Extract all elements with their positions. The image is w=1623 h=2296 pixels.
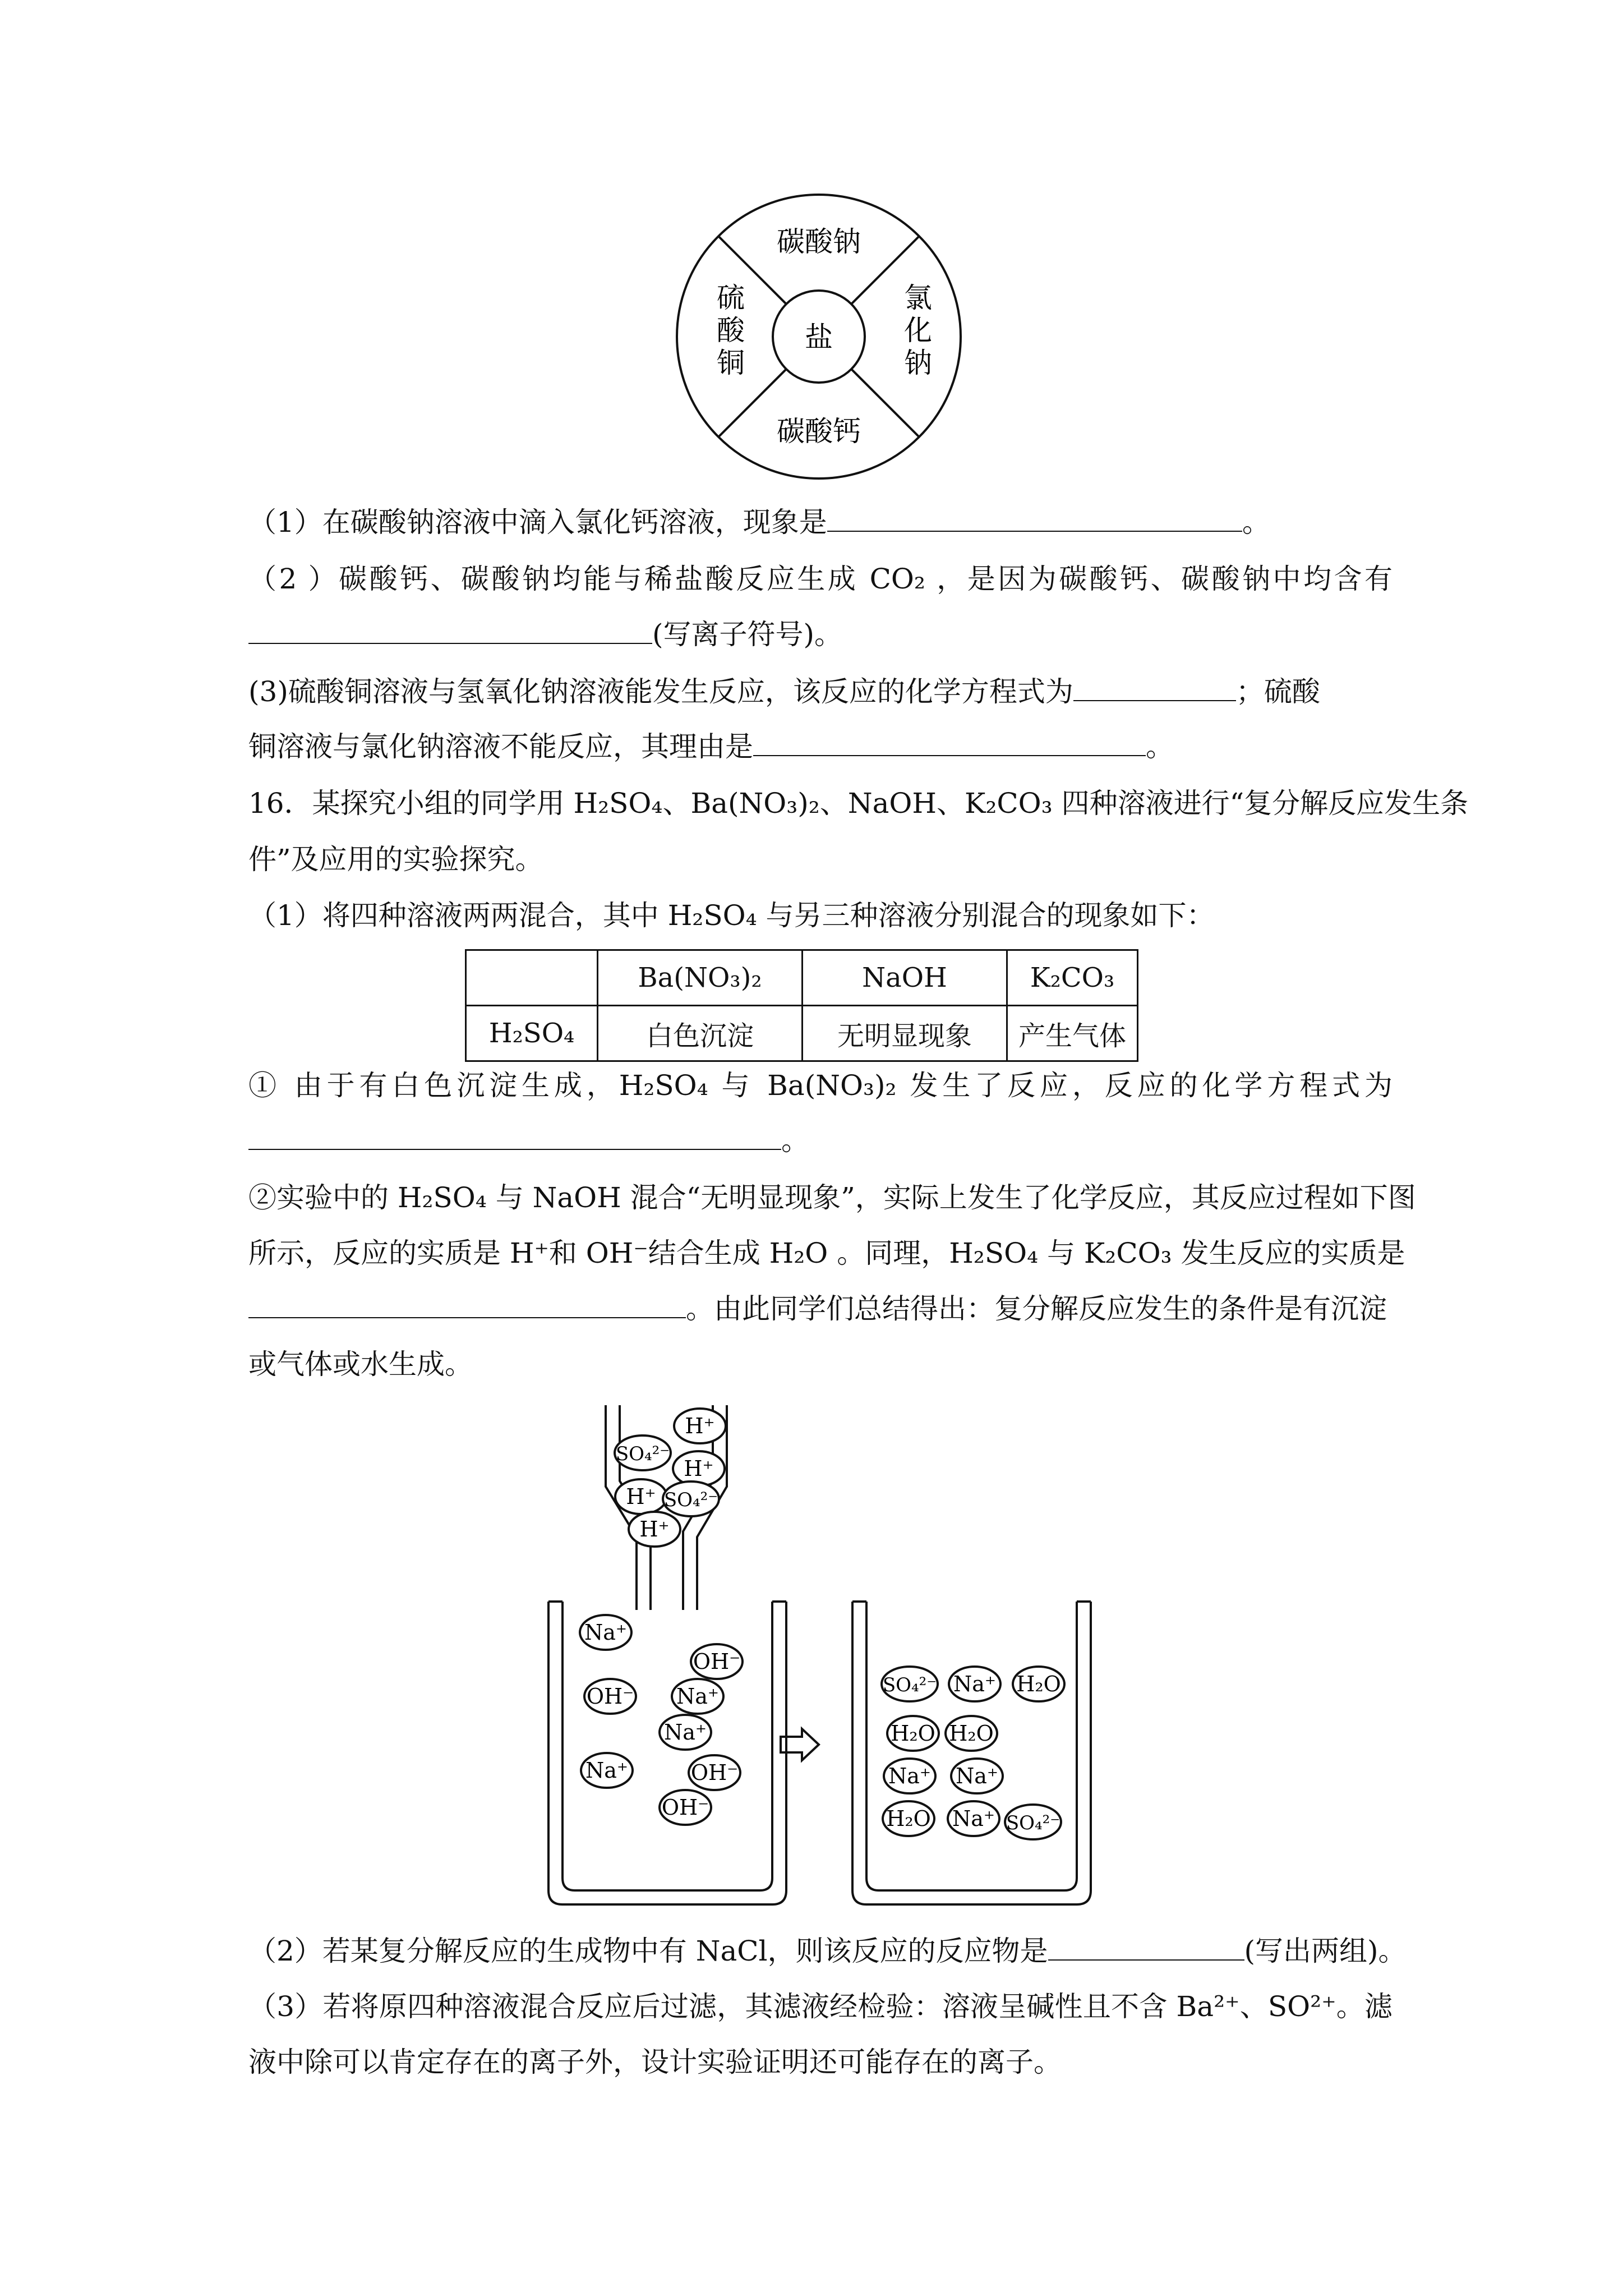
- answer-blank-1[interactable]: [827, 505, 1242, 532]
- ion-label: OH⁻: [690, 1760, 739, 1785]
- ion-label: H⁺: [639, 1517, 670, 1542]
- answer-blank-6[interactable]: [248, 1291, 686, 1318]
- answer-blank-5[interactable]: [248, 1123, 781, 1150]
- ion-label: Na⁺: [953, 1672, 996, 1696]
- q16-part3-line1: （3）若将原四种溶液混合反应后过滤，其滤液经检验：溶液呈碱性且不含 Ba²⁺、SO²⁺。滤: [248, 1990, 1393, 2023]
- answer-blank-4[interactable]: [753, 729, 1146, 756]
- table-cell: 白色沉淀: [598, 1006, 803, 1061]
- q15-part2-line1: （2 ）碳酸钙、碳酸钠均能与稀盐酸反应生成 CO₂ ，是因为碳酸钙、碳酸钠中均含有: [248, 563, 1393, 595]
- q15-part3-line2: 铜溶液与氯化钠溶液不能反应，其理由是 。: [248, 730, 1174, 763]
- table-header-row: [466, 950, 1138, 1006]
- q16-c1-line1: ① 由于有白色沉淀生成，H₂SO₄ 与 Ba(NO₃)₂ 发生了反应，反应的化学方程式为: [248, 1069, 1393, 1102]
- ion-label: H⁺: [685, 1414, 715, 1438]
- q16-part2: （2）若某复分解反应的生成物中有 NaCl，则该反应的反应物是 (写出两组)。: [248, 1935, 1407, 1967]
- ion-label: H₂O: [1016, 1672, 1061, 1696]
- neutralization-diagram: [538, 1397, 1127, 1913]
- wheel-center-label: 盐: [805, 321, 833, 353]
- q16-intro-line2: 件”及应用的实验探究。: [248, 843, 543, 876]
- ion-label: H₂O: [886, 1806, 931, 1831]
- q15-part2-line2: (写离子符号)。: [248, 615, 1393, 654]
- ion-label: OH⁻: [661, 1795, 709, 1820]
- ion-label: Na⁺: [888, 1764, 931, 1788]
- q16-c2-line3: 。由此同学们总结得出：复分解反应发生的条件是有沉淀: [248, 1289, 1393, 1328]
- q16-c2-line4: 或气体或水生成。: [248, 1348, 473, 1381]
- q16-intro-line1: 16．某探究小组的同学用 H₂SO₄、Ba(NO₃)₂、NaOH、K₂CO₃ 四种溶液进行“复分解反应发生条: [248, 787, 1469, 820]
- q16-c1-line2: 。: [248, 1121, 1393, 1160]
- table-header-cell: NaOH: [803, 950, 1007, 1006]
- answer-blank-2[interactable]: [248, 617, 652, 644]
- ion-label: Na⁺: [956, 1764, 998, 1788]
- ion-label: SO₄²⁻: [663, 1489, 718, 1511]
- ion-label: SO₄²⁻: [615, 1443, 670, 1465]
- ion-label: OH⁻: [586, 1684, 634, 1709]
- q16-part3-line2: 液中除可以肯定存在的离子外，设计实验证明还可能存在的离子。: [248, 2046, 1062, 2078]
- ion-label: H₂O: [891, 1721, 935, 1746]
- ion-label: SO₄²⁻: [882, 1674, 937, 1696]
- table-cell: H₂SO₄: [466, 1006, 598, 1061]
- q15-part3-line1: (3)硫酸铜溶液与氢氧化钠溶液能发生反应，该反应的化学方程式为 ；硫酸: [248, 675, 1320, 708]
- wheel-top-label: 碳酸钠: [777, 226, 861, 258]
- table-cell: 无明显现象: [803, 1006, 1007, 1061]
- ion-label: Na⁺: [664, 1720, 707, 1745]
- ion-label: Na⁺: [584, 1620, 627, 1645]
- ion-label: H₂O: [949, 1721, 994, 1746]
- q15-part1: （1）在碳酸钠溶液中滴入氯化钙溶液，现象是 。: [248, 506, 1270, 539]
- observation-table: [465, 949, 1138, 1062]
- table-header-cell: Ba(NO₃)₂: [598, 950, 803, 1006]
- ion-label: Na⁺: [676, 1684, 719, 1709]
- q16-part1: （1）将四种溶液两两混合，其中 H₂SO₄ 与另三种溶液分别混合的现象如下：: [248, 899, 1215, 932]
- ion-label: SO₄²⁻: [1006, 1812, 1061, 1834]
- ion-label: H⁺: [626, 1484, 656, 1509]
- ion-label: H⁺: [684, 1456, 714, 1481]
- table-header-cell: [466, 950, 598, 1006]
- ion-label: OH⁻: [693, 1649, 741, 1674]
- table-cell: 产生气体: [1007, 1006, 1138, 1061]
- table-row: [466, 1006, 1138, 1061]
- ion-label: Na⁺: [585, 1758, 628, 1783]
- wheel-left-label: 硫酸铜: [717, 282, 745, 379]
- wheel-bottom-label: 碳酸钙: [777, 415, 861, 448]
- answer-blank-7[interactable]: [1048, 1934, 1244, 1961]
- table-header-cell: K₂CO₃: [1007, 950, 1138, 1006]
- q16-c2-line2: 所示，反应的实质是 H⁺和 OH⁻结合生成 H₂O 。同理，H₂SO₄ 与 K₂CO₃ 发生反应的实质是: [248, 1237, 1405, 1269]
- salt-wheel-diagram: [673, 185, 965, 488]
- answer-blank-3[interactable]: [1073, 674, 1236, 701]
- wheel-right-label: 氯化钠: [904, 282, 932, 379]
- ion-label: Na⁺: [952, 1806, 995, 1831]
- q16-c2-line1: ②实验中的 H₂SO₄ 与 NaOH 混合“无明显现象”，实际上发生了化学反应，其反应过程如下图: [248, 1181, 1416, 1214]
